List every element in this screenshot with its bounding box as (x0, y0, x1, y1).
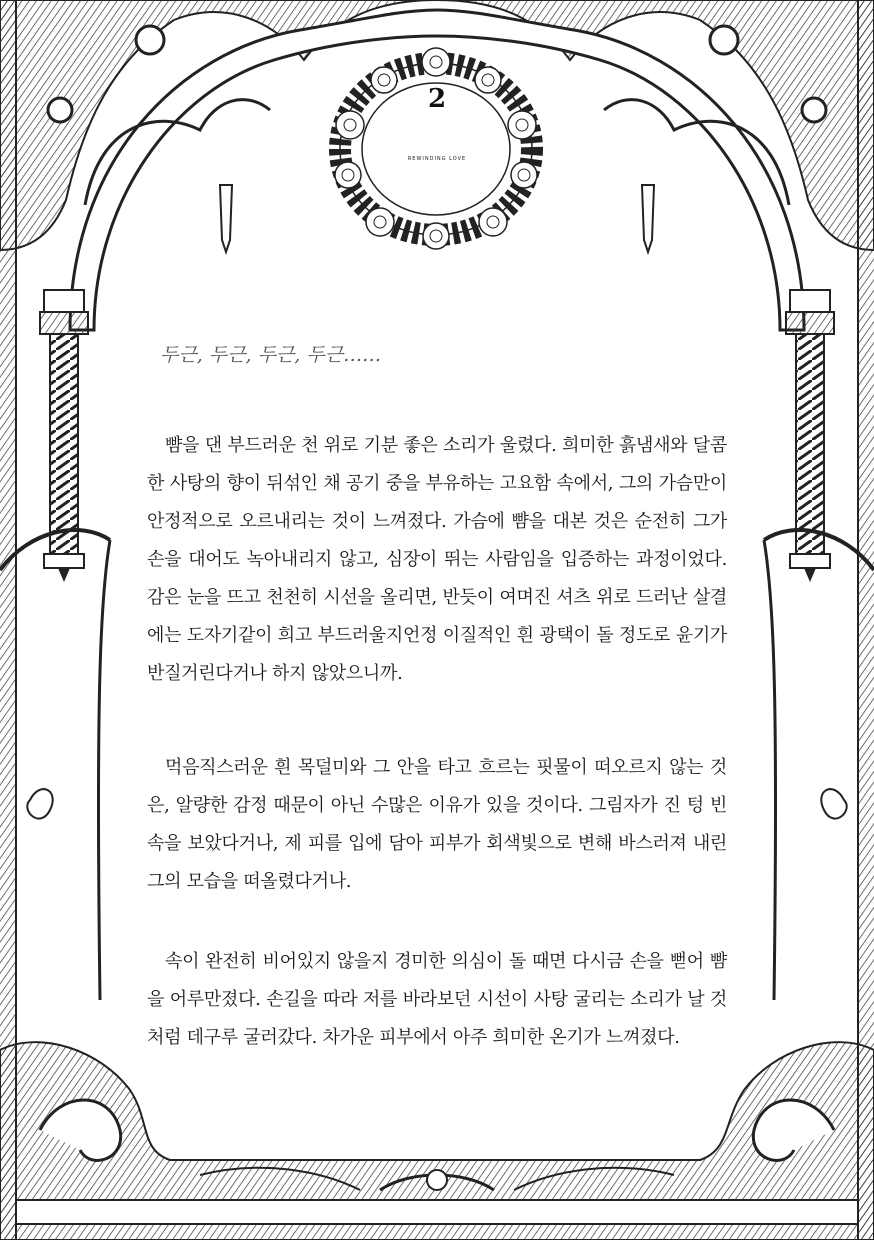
epigraph-heartbeat: 두근, 두근, 두근, 두근…… (160, 344, 382, 366)
bottom-scrollwork (0, 1042, 874, 1240)
body-paragraph-1: 뺨을 댄 부드러운 천 위로 기분 좋은 소리가 울렸다. 희미한 흙냄새와 달콤한 사탕의 향이 뒤섞인 채 공기 중을 부유하는 고요함 속에서, 그의 가슴만이 안정적으로 오르내리는 것이 느껴졌다. 가슴에 뺨을 대본 것은 순전히 그가 손을 대어도 녹아내리지 않고, 심장이 뛰는 사람임을 입증하는 과정이었다. 감은 눈을 뜨고 천천히 시선을 올리면, 반듯이 여며진 셔츠 위로 드러난 살결에는 도자기같이 희고 부드러울지언정 이질적인 흰 광택이 돌 정도로 윤기가 반질거린다거나 하지 않았으니까. (147, 435, 727, 684)
body-paragraph-2: 먹음직스러운 흰 목덜미와 그 안을 타고 흐르는 핏물이 떠오르지 않는 것은, 알량한 감정 때문이 아닌 수많은 이유가 있을 것이다. 그림자가 진 텅 빈 속을 보았다거나, 제 피를 입에 담아 피부가 회색빛으로 변해 바스러져 내린 그의 모습을 떠올렸다거나. (147, 757, 727, 892)
rose-wreath-illustration (318, 40, 554, 258)
chapter-subtitle: REWINDING LOVE (407, 156, 467, 162)
chapter-number: 2 (427, 84, 447, 114)
body-paragraph-3: 속이 완전히 비어있지 않을지 경미한 의심이 돌 때면 다시금 손을 뻗어 뺨을 어루만졌다. 손길을 따라 저를 바라보던 시선이 사탕 굴리는 소리가 날 것처럼 데구루 굴러갔다. 차가운 피부에서 아주 희미한 온기가 느껴졌다. (147, 951, 727, 1048)
